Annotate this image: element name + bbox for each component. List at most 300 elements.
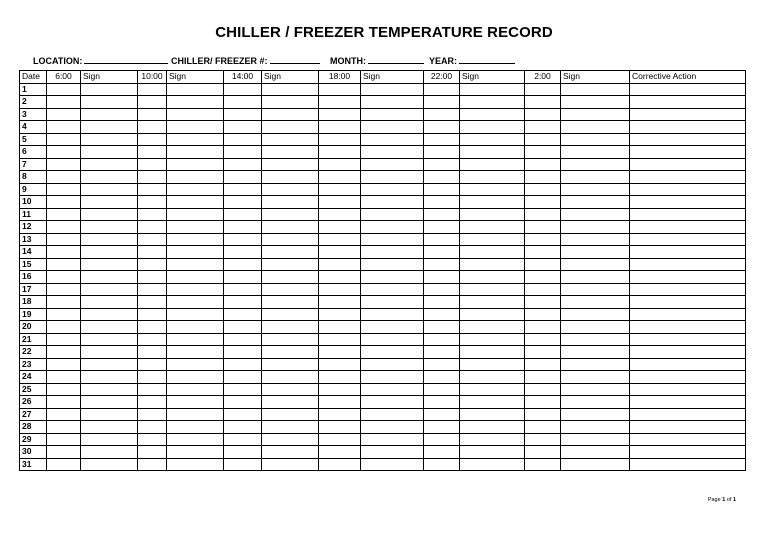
- entry-cell[interactable]: [262, 83, 319, 96]
- entry-cell[interactable]: [224, 271, 262, 284]
- entry-cell[interactable]: [47, 158, 81, 171]
- entry-cell[interactable]: [525, 83, 561, 96]
- entry-cell[interactable]: [361, 321, 424, 334]
- entry-cell[interactable]: [361, 258, 424, 271]
- entry-cell[interactable]: [167, 96, 224, 109]
- entry-cell[interactable]: [561, 396, 630, 409]
- entry-cell[interactable]: [525, 196, 561, 209]
- entry-cell[interactable]: [630, 271, 746, 284]
- entry-cell[interactable]: [167, 333, 224, 346]
- entry-cell[interactable]: [167, 158, 224, 171]
- entry-cell[interactable]: [224, 196, 262, 209]
- entry-cell[interactable]: [138, 221, 167, 234]
- entry-cell[interactable]: [224, 208, 262, 221]
- entry-cell[interactable]: [167, 296, 224, 309]
- entry-cell[interactable]: [262, 271, 319, 284]
- entry-cell[interactable]: [224, 396, 262, 409]
- entry-cell[interactable]: [47, 383, 81, 396]
- entry-cell[interactable]: [47, 421, 81, 434]
- entry-cell[interactable]: [561, 121, 630, 134]
- entry-cell[interactable]: [224, 171, 262, 184]
- entry-cell[interactable]: [561, 133, 630, 146]
- entry-cell[interactable]: [319, 383, 361, 396]
- entry-cell[interactable]: [81, 333, 138, 346]
- entry-cell[interactable]: [361, 433, 424, 446]
- entry-cell[interactable]: [138, 433, 167, 446]
- entry-cell[interactable]: [361, 358, 424, 371]
- entry-cell[interactable]: [460, 383, 525, 396]
- entry-cell[interactable]: [424, 421, 460, 434]
- entry-cell[interactable]: [525, 183, 561, 196]
- entry-cell[interactable]: [167, 371, 224, 384]
- entry-cell[interactable]: [224, 233, 262, 246]
- entry-cell[interactable]: [224, 246, 262, 259]
- entry-cell[interactable]: [460, 183, 525, 196]
- entry-cell[interactable]: [224, 96, 262, 109]
- entry-cell[interactable]: [361, 408, 424, 421]
- entry-cell[interactable]: [561, 296, 630, 309]
- entry-cell[interactable]: [319, 133, 361, 146]
- entry-cell[interactable]: [525, 421, 561, 434]
- entry-cell[interactable]: [167, 246, 224, 259]
- entry-cell[interactable]: [525, 358, 561, 371]
- entry-cell[interactable]: [561, 383, 630, 396]
- entry-cell[interactable]: [630, 221, 746, 234]
- entry-cell[interactable]: [167, 308, 224, 321]
- entry-cell[interactable]: [47, 196, 81, 209]
- entry-cell[interactable]: [319, 433, 361, 446]
- entry-cell[interactable]: [525, 458, 561, 471]
- entry-cell[interactable]: [81, 421, 138, 434]
- entry-cell[interactable]: [424, 96, 460, 109]
- entry-cell[interactable]: [460, 96, 525, 109]
- entry-cell[interactable]: [81, 221, 138, 234]
- entry-cell[interactable]: [460, 258, 525, 271]
- entry-cell[interactable]: [224, 158, 262, 171]
- entry-cell[interactable]: [81, 108, 138, 121]
- entry-cell[interactable]: [138, 208, 167, 221]
- entry-cell[interactable]: [361, 221, 424, 234]
- entry-cell[interactable]: [81, 83, 138, 96]
- entry-cell[interactable]: [319, 208, 361, 221]
- entry-cell[interactable]: [525, 258, 561, 271]
- entry-cell[interactable]: [47, 133, 81, 146]
- entry-cell[interactable]: [460, 283, 525, 296]
- entry-cell[interactable]: [319, 108, 361, 121]
- entry-cell[interactable]: [525, 371, 561, 384]
- entry-cell[interactable]: [319, 233, 361, 246]
- entry-cell[interactable]: [224, 321, 262, 334]
- entry-cell[interactable]: [167, 408, 224, 421]
- entry-cell[interactable]: [361, 446, 424, 459]
- entry-cell[interactable]: [81, 458, 138, 471]
- entry-cell[interactable]: [561, 146, 630, 159]
- entry-cell[interactable]: [138, 283, 167, 296]
- entry-cell[interactable]: [47, 208, 81, 221]
- entry-cell[interactable]: [561, 83, 630, 96]
- entry-cell[interactable]: [525, 271, 561, 284]
- entry-cell[interactable]: [167, 183, 224, 196]
- entry-cell[interactable]: [525, 133, 561, 146]
- entry-cell[interactable]: [167, 196, 224, 209]
- entry-cell[interactable]: [224, 108, 262, 121]
- entry-cell[interactable]: [460, 271, 525, 284]
- entry-cell[interactable]: [424, 458, 460, 471]
- entry-cell[interactable]: [460, 408, 525, 421]
- entry-cell[interactable]: [224, 371, 262, 384]
- entry-cell[interactable]: [561, 346, 630, 359]
- entry-cell[interactable]: [167, 321, 224, 334]
- entry-cell[interactable]: [224, 183, 262, 196]
- entry-cell[interactable]: [361, 308, 424, 321]
- entry-cell[interactable]: [47, 358, 81, 371]
- entry-cell[interactable]: [361, 233, 424, 246]
- entry-cell[interactable]: [262, 371, 319, 384]
- entry-cell[interactable]: [630, 446, 746, 459]
- entry-cell[interactable]: [460, 308, 525, 321]
- entry-cell[interactable]: [561, 446, 630, 459]
- entry-cell[interactable]: [81, 433, 138, 446]
- entry-cell[interactable]: [81, 321, 138, 334]
- entry-cell[interactable]: [630, 346, 746, 359]
- entry-cell[interactable]: [361, 371, 424, 384]
- entry-cell[interactable]: [630, 133, 746, 146]
- entry-cell[interactable]: [361, 83, 424, 96]
- entry-cell[interactable]: [525, 146, 561, 159]
- entry-cell[interactable]: [319, 458, 361, 471]
- entry-cell[interactable]: [81, 146, 138, 159]
- entry-cell[interactable]: [167, 233, 224, 246]
- entry-cell[interactable]: [47, 458, 81, 471]
- entry-cell[interactable]: [262, 121, 319, 134]
- entry-cell[interactable]: [525, 408, 561, 421]
- entry-cell[interactable]: [224, 121, 262, 134]
- entry-cell[interactable]: [630, 283, 746, 296]
- entry-cell[interactable]: [424, 121, 460, 134]
- entry-cell[interactable]: [424, 283, 460, 296]
- entry-cell[interactable]: [47, 433, 81, 446]
- entry-cell[interactable]: [138, 171, 167, 184]
- entry-cell[interactable]: [424, 258, 460, 271]
- entry-cell[interactable]: [561, 371, 630, 384]
- entry-cell[interactable]: [81, 308, 138, 321]
- entry-cell[interactable]: [167, 396, 224, 409]
- entry-cell[interactable]: [262, 233, 319, 246]
- entry-cell[interactable]: [630, 358, 746, 371]
- entry-cell[interactable]: [460, 133, 525, 146]
- entry-cell[interactable]: [630, 396, 746, 409]
- entry-cell[interactable]: [167, 383, 224, 396]
- entry-cell[interactable]: [561, 221, 630, 234]
- entry-cell[interactable]: [460, 246, 525, 259]
- entry-cell[interactable]: [81, 296, 138, 309]
- entry-cell[interactable]: [630, 321, 746, 334]
- entry-cell[interactable]: [47, 396, 81, 409]
- entry-cell[interactable]: [81, 133, 138, 146]
- entry-cell[interactable]: [81, 283, 138, 296]
- entry-cell[interactable]: [81, 383, 138, 396]
- entry-cell[interactable]: [224, 346, 262, 359]
- entry-cell[interactable]: [47, 221, 81, 234]
- entry-cell[interactable]: [460, 196, 525, 209]
- entry-cell[interactable]: [47, 308, 81, 321]
- entry-cell[interactable]: [224, 446, 262, 459]
- entry-cell[interactable]: [424, 246, 460, 259]
- entry-cell[interactable]: [138, 458, 167, 471]
- entry-cell[interactable]: [561, 108, 630, 121]
- entry-cell[interactable]: [262, 396, 319, 409]
- entry-cell[interactable]: [319, 296, 361, 309]
- location-blank[interactable]: [84, 54, 168, 64]
- entry-cell[interactable]: [138, 346, 167, 359]
- entry-cell[interactable]: [262, 133, 319, 146]
- entry-cell[interactable]: [525, 283, 561, 296]
- entry-cell[interactable]: [361, 383, 424, 396]
- entry-cell[interactable]: [138, 358, 167, 371]
- entry-cell[interactable]: [319, 308, 361, 321]
- entry-cell[interactable]: [561, 408, 630, 421]
- entry-cell[interactable]: [319, 333, 361, 346]
- entry-cell[interactable]: [361, 171, 424, 184]
- entry-cell[interactable]: [424, 271, 460, 284]
- entry-cell[interactable]: [424, 133, 460, 146]
- entry-cell[interactable]: [167, 346, 224, 359]
- entry-cell[interactable]: [319, 446, 361, 459]
- entry-cell[interactable]: [81, 396, 138, 409]
- entry-cell[interactable]: [361, 396, 424, 409]
- entry-cell[interactable]: [630, 433, 746, 446]
- entry-cell[interactable]: [561, 208, 630, 221]
- entry-cell[interactable]: [460, 346, 525, 359]
- entry-cell[interactable]: [561, 233, 630, 246]
- entry-cell[interactable]: [525, 433, 561, 446]
- entry-cell[interactable]: [81, 233, 138, 246]
- entry-cell[interactable]: [224, 421, 262, 434]
- entry-cell[interactable]: [630, 308, 746, 321]
- entry-cell[interactable]: [138, 333, 167, 346]
- entry-cell[interactable]: [224, 458, 262, 471]
- entry-cell[interactable]: [81, 158, 138, 171]
- entry-cell[interactable]: [561, 158, 630, 171]
- entry-cell[interactable]: [630, 246, 746, 259]
- entry-cell[interactable]: [138, 196, 167, 209]
- entry-cell[interactable]: [460, 83, 525, 96]
- entry-cell[interactable]: [138, 271, 167, 284]
- entry-cell[interactable]: [262, 171, 319, 184]
- entry-cell[interactable]: [138, 396, 167, 409]
- entry-cell[interactable]: [47, 233, 81, 246]
- entry-cell[interactable]: [424, 321, 460, 334]
- entry-cell[interactable]: [167, 271, 224, 284]
- entry-cell[interactable]: [262, 321, 319, 334]
- entry-cell[interactable]: [47, 371, 81, 384]
- entry-cell[interactable]: [319, 183, 361, 196]
- entry-cell[interactable]: [319, 96, 361, 109]
- entry-cell[interactable]: [424, 296, 460, 309]
- entry-cell[interactable]: [138, 371, 167, 384]
- entry-cell[interactable]: [47, 283, 81, 296]
- entry-cell[interactable]: [525, 246, 561, 259]
- entry-cell[interactable]: [319, 346, 361, 359]
- entry-cell[interactable]: [630, 258, 746, 271]
- entry-cell[interactable]: [262, 358, 319, 371]
- entry-cell[interactable]: [224, 146, 262, 159]
- entry-cell[interactable]: [47, 96, 81, 109]
- entry-cell[interactable]: [525, 121, 561, 134]
- entry-cell[interactable]: [361, 208, 424, 221]
- entry-cell[interactable]: [224, 221, 262, 234]
- entry-cell[interactable]: [138, 108, 167, 121]
- entry-cell[interactable]: [361, 196, 424, 209]
- entry-cell[interactable]: [630, 421, 746, 434]
- entry-cell[interactable]: [424, 233, 460, 246]
- entry-cell[interactable]: [460, 221, 525, 234]
- entry-cell[interactable]: [561, 171, 630, 184]
- entry-cell[interactable]: [138, 246, 167, 259]
- entry-cell[interactable]: [525, 233, 561, 246]
- entry-cell[interactable]: [167, 208, 224, 221]
- entry-cell[interactable]: [361, 458, 424, 471]
- entry-cell[interactable]: [47, 171, 81, 184]
- entry-cell[interactable]: [319, 83, 361, 96]
- entry-cell[interactable]: [561, 258, 630, 271]
- entry-cell[interactable]: [138, 408, 167, 421]
- entry-cell[interactable]: [138, 321, 167, 334]
- entry-cell[interactable]: [424, 83, 460, 96]
- entry-cell[interactable]: [47, 183, 81, 196]
- entry-cell[interactable]: [361, 271, 424, 284]
- entry-cell[interactable]: [167, 358, 224, 371]
- entry-cell[interactable]: [319, 146, 361, 159]
- entry-cell[interactable]: [224, 258, 262, 271]
- entry-cell[interactable]: [460, 208, 525, 221]
- year-blank[interactable]: [459, 54, 515, 64]
- entry-cell[interactable]: [561, 458, 630, 471]
- entry-cell[interactable]: [361, 133, 424, 146]
- entry-cell[interactable]: [424, 146, 460, 159]
- entry-cell[interactable]: [424, 383, 460, 396]
- entry-cell[interactable]: [361, 283, 424, 296]
- entry-cell[interactable]: [262, 158, 319, 171]
- entry-cell[interactable]: [424, 408, 460, 421]
- entry-cell[interactable]: [138, 296, 167, 309]
- entry-cell[interactable]: [319, 321, 361, 334]
- entry-cell[interactable]: [424, 158, 460, 171]
- entry-cell[interactable]: [561, 246, 630, 259]
- entry-cell[interactable]: [361, 346, 424, 359]
- entry-cell[interactable]: [319, 271, 361, 284]
- entry-cell[interactable]: [460, 458, 525, 471]
- entry-cell[interactable]: [47, 333, 81, 346]
- entry-cell[interactable]: [630, 408, 746, 421]
- entry-cell[interactable]: [460, 171, 525, 184]
- entry-cell[interactable]: [630, 233, 746, 246]
- entry-cell[interactable]: [81, 183, 138, 196]
- entry-cell[interactable]: [167, 121, 224, 134]
- entry-cell[interactable]: [262, 208, 319, 221]
- entry-cell[interactable]: [224, 433, 262, 446]
- entry-cell[interactable]: [262, 96, 319, 109]
- entry-cell[interactable]: [47, 271, 81, 284]
- entry-cell[interactable]: [630, 371, 746, 384]
- entry-cell[interactable]: [262, 296, 319, 309]
- entry-cell[interactable]: [167, 433, 224, 446]
- entry-cell[interactable]: [47, 246, 81, 259]
- entry-cell[interactable]: [262, 408, 319, 421]
- entry-cell[interactable]: [561, 196, 630, 209]
- entry-cell[interactable]: [361, 246, 424, 259]
- entry-cell[interactable]: [262, 258, 319, 271]
- entry-cell[interactable]: [525, 383, 561, 396]
- entry-cell[interactable]: [424, 371, 460, 384]
- entry-cell[interactable]: [47, 108, 81, 121]
- entry-cell[interactable]: [81, 246, 138, 259]
- entry-cell[interactable]: [47, 346, 81, 359]
- entry-cell[interactable]: [630, 83, 746, 96]
- entry-cell[interactable]: [630, 158, 746, 171]
- entry-cell[interactable]: [262, 346, 319, 359]
- entry-cell[interactable]: [460, 358, 525, 371]
- entry-cell[interactable]: [424, 308, 460, 321]
- entry-cell[interactable]: [361, 333, 424, 346]
- entry-cell[interactable]: [262, 183, 319, 196]
- entry-cell[interactable]: [138, 383, 167, 396]
- entry-cell[interactable]: [460, 233, 525, 246]
- entry-cell[interactable]: [81, 258, 138, 271]
- entry-cell[interactable]: [167, 146, 224, 159]
- entry-cell[interactable]: [525, 308, 561, 321]
- entry-cell[interactable]: [319, 358, 361, 371]
- entry-cell[interactable]: [630, 108, 746, 121]
- entry-cell[interactable]: [167, 258, 224, 271]
- entry-cell[interactable]: [47, 296, 81, 309]
- entry-cell[interactable]: [525, 158, 561, 171]
- entry-cell[interactable]: [525, 296, 561, 309]
- entry-cell[interactable]: [224, 383, 262, 396]
- entry-cell[interactable]: [224, 308, 262, 321]
- entry-cell[interactable]: [167, 446, 224, 459]
- entry-cell[interactable]: [81, 358, 138, 371]
- entry-cell[interactable]: [319, 421, 361, 434]
- entry-cell[interactable]: [319, 396, 361, 409]
- entry-cell[interactable]: [424, 208, 460, 221]
- entry-cell[interactable]: [138, 308, 167, 321]
- entry-cell[interactable]: [561, 183, 630, 196]
- entry-cell[interactable]: [561, 433, 630, 446]
- entry-cell[interactable]: [81, 408, 138, 421]
- entry-cell[interactable]: [460, 396, 525, 409]
- entry-cell[interactable]: [167, 221, 224, 234]
- entry-cell[interactable]: [630, 196, 746, 209]
- entry-cell[interactable]: [319, 408, 361, 421]
- entry-cell[interactable]: [630, 458, 746, 471]
- entry-cell[interactable]: [47, 146, 81, 159]
- entry-cell[interactable]: [262, 108, 319, 121]
- entry-cell[interactable]: [525, 396, 561, 409]
- entry-cell[interactable]: [424, 108, 460, 121]
- entry-cell[interactable]: [262, 383, 319, 396]
- entry-cell[interactable]: [561, 271, 630, 284]
- entry-cell[interactable]: [460, 158, 525, 171]
- entry-cell[interactable]: [424, 196, 460, 209]
- entry-cell[interactable]: [224, 408, 262, 421]
- entry-cell[interactable]: [138, 158, 167, 171]
- month-blank[interactable]: [368, 54, 424, 64]
- entry-cell[interactable]: [460, 333, 525, 346]
- entry-cell[interactable]: [167, 171, 224, 184]
- entry-cell[interactable]: [138, 146, 167, 159]
- entry-cell[interactable]: [138, 121, 167, 134]
